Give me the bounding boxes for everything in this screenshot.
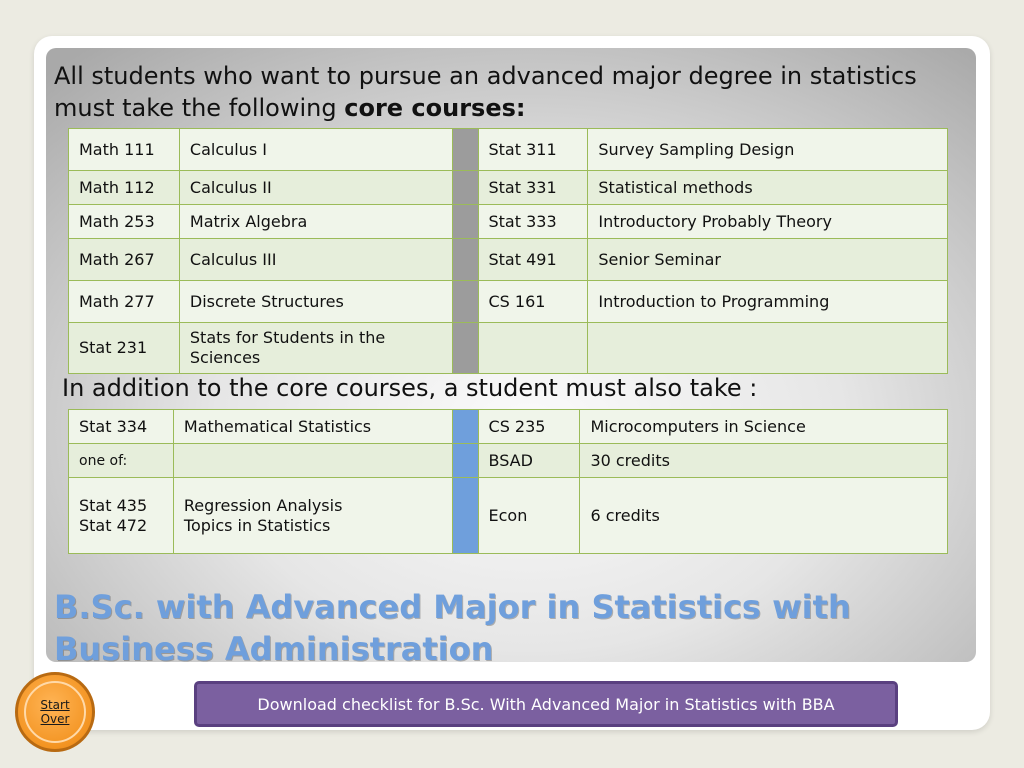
table-row: [69, 323, 948, 374]
course-code: Math 267: [69, 239, 180, 281]
course-name-line: Regression Analysis: [183, 495, 343, 515]
course-name: Introductory Probably Theory: [588, 205, 948, 239]
course-code: [478, 323, 588, 374]
course-code: Stat 231: [69, 323, 180, 374]
course-name: Calculus I: [179, 129, 452, 171]
course-name: 6 credits: [580, 478, 948, 554]
course-code: Math 253: [69, 205, 180, 239]
table-row: [69, 444, 948, 478]
course-name: [588, 323, 948, 374]
course-name: Senior Seminar: [588, 239, 948, 281]
course-code-line: Stat 435: [79, 495, 148, 515]
course-code: Math 111: [69, 129, 180, 171]
download-checklist-button[interactable]: Download checklist for B.Sc. With Advanced Major in Statistics with BBA: [194, 681, 898, 727]
course-name: Statistical methods: [588, 171, 948, 205]
column-divider: [452, 444, 478, 478]
table-row: [69, 171, 948, 205]
course-code: Econ: [478, 478, 580, 554]
column-divider: [452, 410, 478, 444]
course-name: Survey Sampling Design: [588, 129, 948, 171]
table-row: [69, 281, 948, 323]
course-code: Stat 334: [69, 410, 174, 444]
table-row: [69, 410, 948, 444]
column-divider: [452, 205, 478, 239]
start-over-button[interactable]: [15, 672, 95, 752]
core-courses-table: [68, 128, 948, 374]
start-over-line1: Start: [40, 698, 70, 712]
course-code: CS 161: [478, 281, 588, 323]
course-code: Math 112: [69, 171, 180, 205]
column-divider: [452, 323, 478, 374]
course-name: Mathematical Statistics: [173, 410, 452, 444]
table-row: [69, 478, 948, 554]
course-name: Calculus III: [179, 239, 452, 281]
addition-text: In addition to the core courses, a student must also take :: [62, 374, 758, 402]
course-name: [173, 444, 452, 478]
course-code: CS 235: [478, 410, 580, 444]
start-over-label: [24, 681, 86, 743]
course-name: Calculus II: [179, 171, 452, 205]
course-name: Stats for Students in the Sciences: [179, 323, 452, 374]
table-row: [69, 205, 948, 239]
course-name: 30 credits: [580, 444, 948, 478]
column-divider: [452, 171, 478, 205]
course-code: Stat 333: [478, 205, 588, 239]
course-code: Stat 331: [478, 171, 588, 205]
course-name: Matrix Algebra: [179, 205, 452, 239]
course-name: [173, 478, 452, 554]
intro-prefix: All students who want to pursue an advanced major degree in statistics must take the following: [54, 62, 917, 122]
course-name: Introduction to Programming: [588, 281, 948, 323]
course-name-line: Topics in Statistics: [183, 515, 331, 535]
course-name: Discrete Structures: [179, 281, 452, 323]
table-row: [69, 129, 948, 171]
intro-text: [54, 60, 954, 124]
course-code-line: Stat 472: [79, 515, 148, 535]
column-divider: [452, 281, 478, 323]
course-code: [69, 478, 174, 554]
column-divider: [452, 478, 478, 554]
column-divider: [452, 239, 478, 281]
column-divider: [452, 129, 478, 171]
additional-courses-table: [68, 409, 948, 554]
course-code: Stat 311: [478, 129, 588, 171]
intro-bold: core courses:: [344, 94, 526, 122]
course-code: BSAD: [478, 444, 580, 478]
course-code: one of:: [69, 444, 174, 478]
course-code: Math 277: [69, 281, 180, 323]
table-row: [69, 239, 948, 281]
slide-title: B.Sc. with Advanced Major in Statistics with Business Administration: [54, 588, 851, 668]
course-name: Microcomputers in Science: [580, 410, 948, 444]
course-code: Stat 491: [478, 239, 588, 281]
start-over-line2: Over: [40, 712, 70, 726]
